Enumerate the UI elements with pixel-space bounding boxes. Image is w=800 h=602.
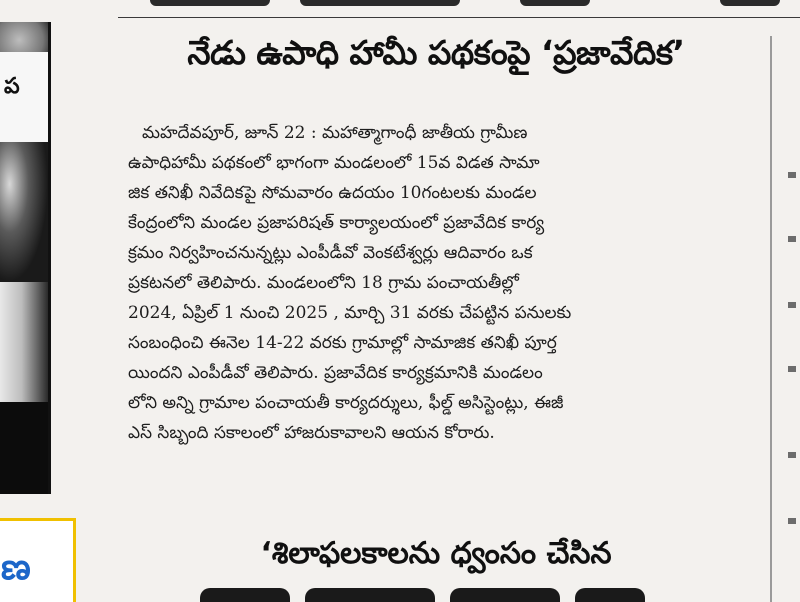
edge-mark [788,172,796,178]
logo-text: ణ [1,547,31,588]
article-headline: నేడు ఉపాధి హామీ పథకంపై ‘ప్రజావేదిక’ [187,33,685,72]
edge-mark [788,366,796,372]
edge-mark [788,518,796,524]
photo-bottom-region [0,402,48,494]
photo-mid-region [0,282,48,402]
cutoff-glyphs [450,588,560,602]
column-divider [770,36,772,602]
next-article-headline: ‘శిలాఫలకాలను ధ్వంసం చేసిన [260,536,612,571]
article-line: క్రమం నిర్వహించనున్నట్లు ఎంపీడీవో వెంకటేశ్వర్లు ఆదివారం ఒక [128,243,533,263]
edge-mark [788,452,796,458]
edge-mark [788,236,796,242]
article-line: మహదేవపూర్, జూన్ 22 : మహాత్మాగాంధీ జాతీయ గ్రామీణ [142,123,528,143]
article-body [128,118,750,448]
top-cutoff-text [150,0,270,6]
article-line: ఎస్ సిబ్బంది సకాలంలో హాజరుకావాలని ఆయన కోరారు. [128,423,495,443]
article-line: జిక తనిఖీ నివేదికపై సోమవారం ఉదయం 10గంటలకు మండల [128,183,537,203]
cutoff-glyphs [575,588,645,602]
article-line: కేంద్రంలోని మండల ప్రజాపరిషత్ కార్యాలయంలో ప్రజావేదిక కార్య [128,213,545,233]
photo-top-region [0,22,48,52]
edge-mark [788,302,796,308]
top-divider [118,17,800,18]
top-cutoff-text [720,0,780,6]
left-photo [0,22,51,494]
publication-logo [0,518,76,602]
article-line: యిందని ఎంపీడీవో తెలిపారు. ప్రజావేదిక కార్యక్రమానికి మండలం [128,363,543,383]
article-line: ప్రకటనలో తెలిపారు. మండలంలోని 18 గ్రామ పంచాయతీల్లో [128,273,519,293]
left-cutoff-caption: ప [4,74,20,99]
cutoff-glyphs [200,588,290,602]
article-line: లోని అన్ని గ్రామాల పంచాయతీ కార్యదర్శులు, ఫీల్డ్ అసిస్టెంట్లు, ఈజీ [128,393,564,413]
article-line: 2024, ఏప్రిల్ 1 నుంచి 2025 , మార్చి 31 వరకు చేపట్టిన పనులకు [128,303,572,323]
top-cutoff-text [520,0,590,6]
next-article-headline-cutoff [200,588,670,602]
article-line: సంబంధించి ఈనెల 14-22 వరకు గ్రామాల్లో సామాజిక తనిఖీ పూర్త [128,333,557,353]
cutoff-glyphs [305,588,435,602]
photo-dark-region [0,142,48,282]
article-line: ఉపాధిహామీ పథకంలో భాగంగా మండలంలో 15వ విడత సామా [128,153,540,173]
top-cutoff-text [300,0,460,6]
